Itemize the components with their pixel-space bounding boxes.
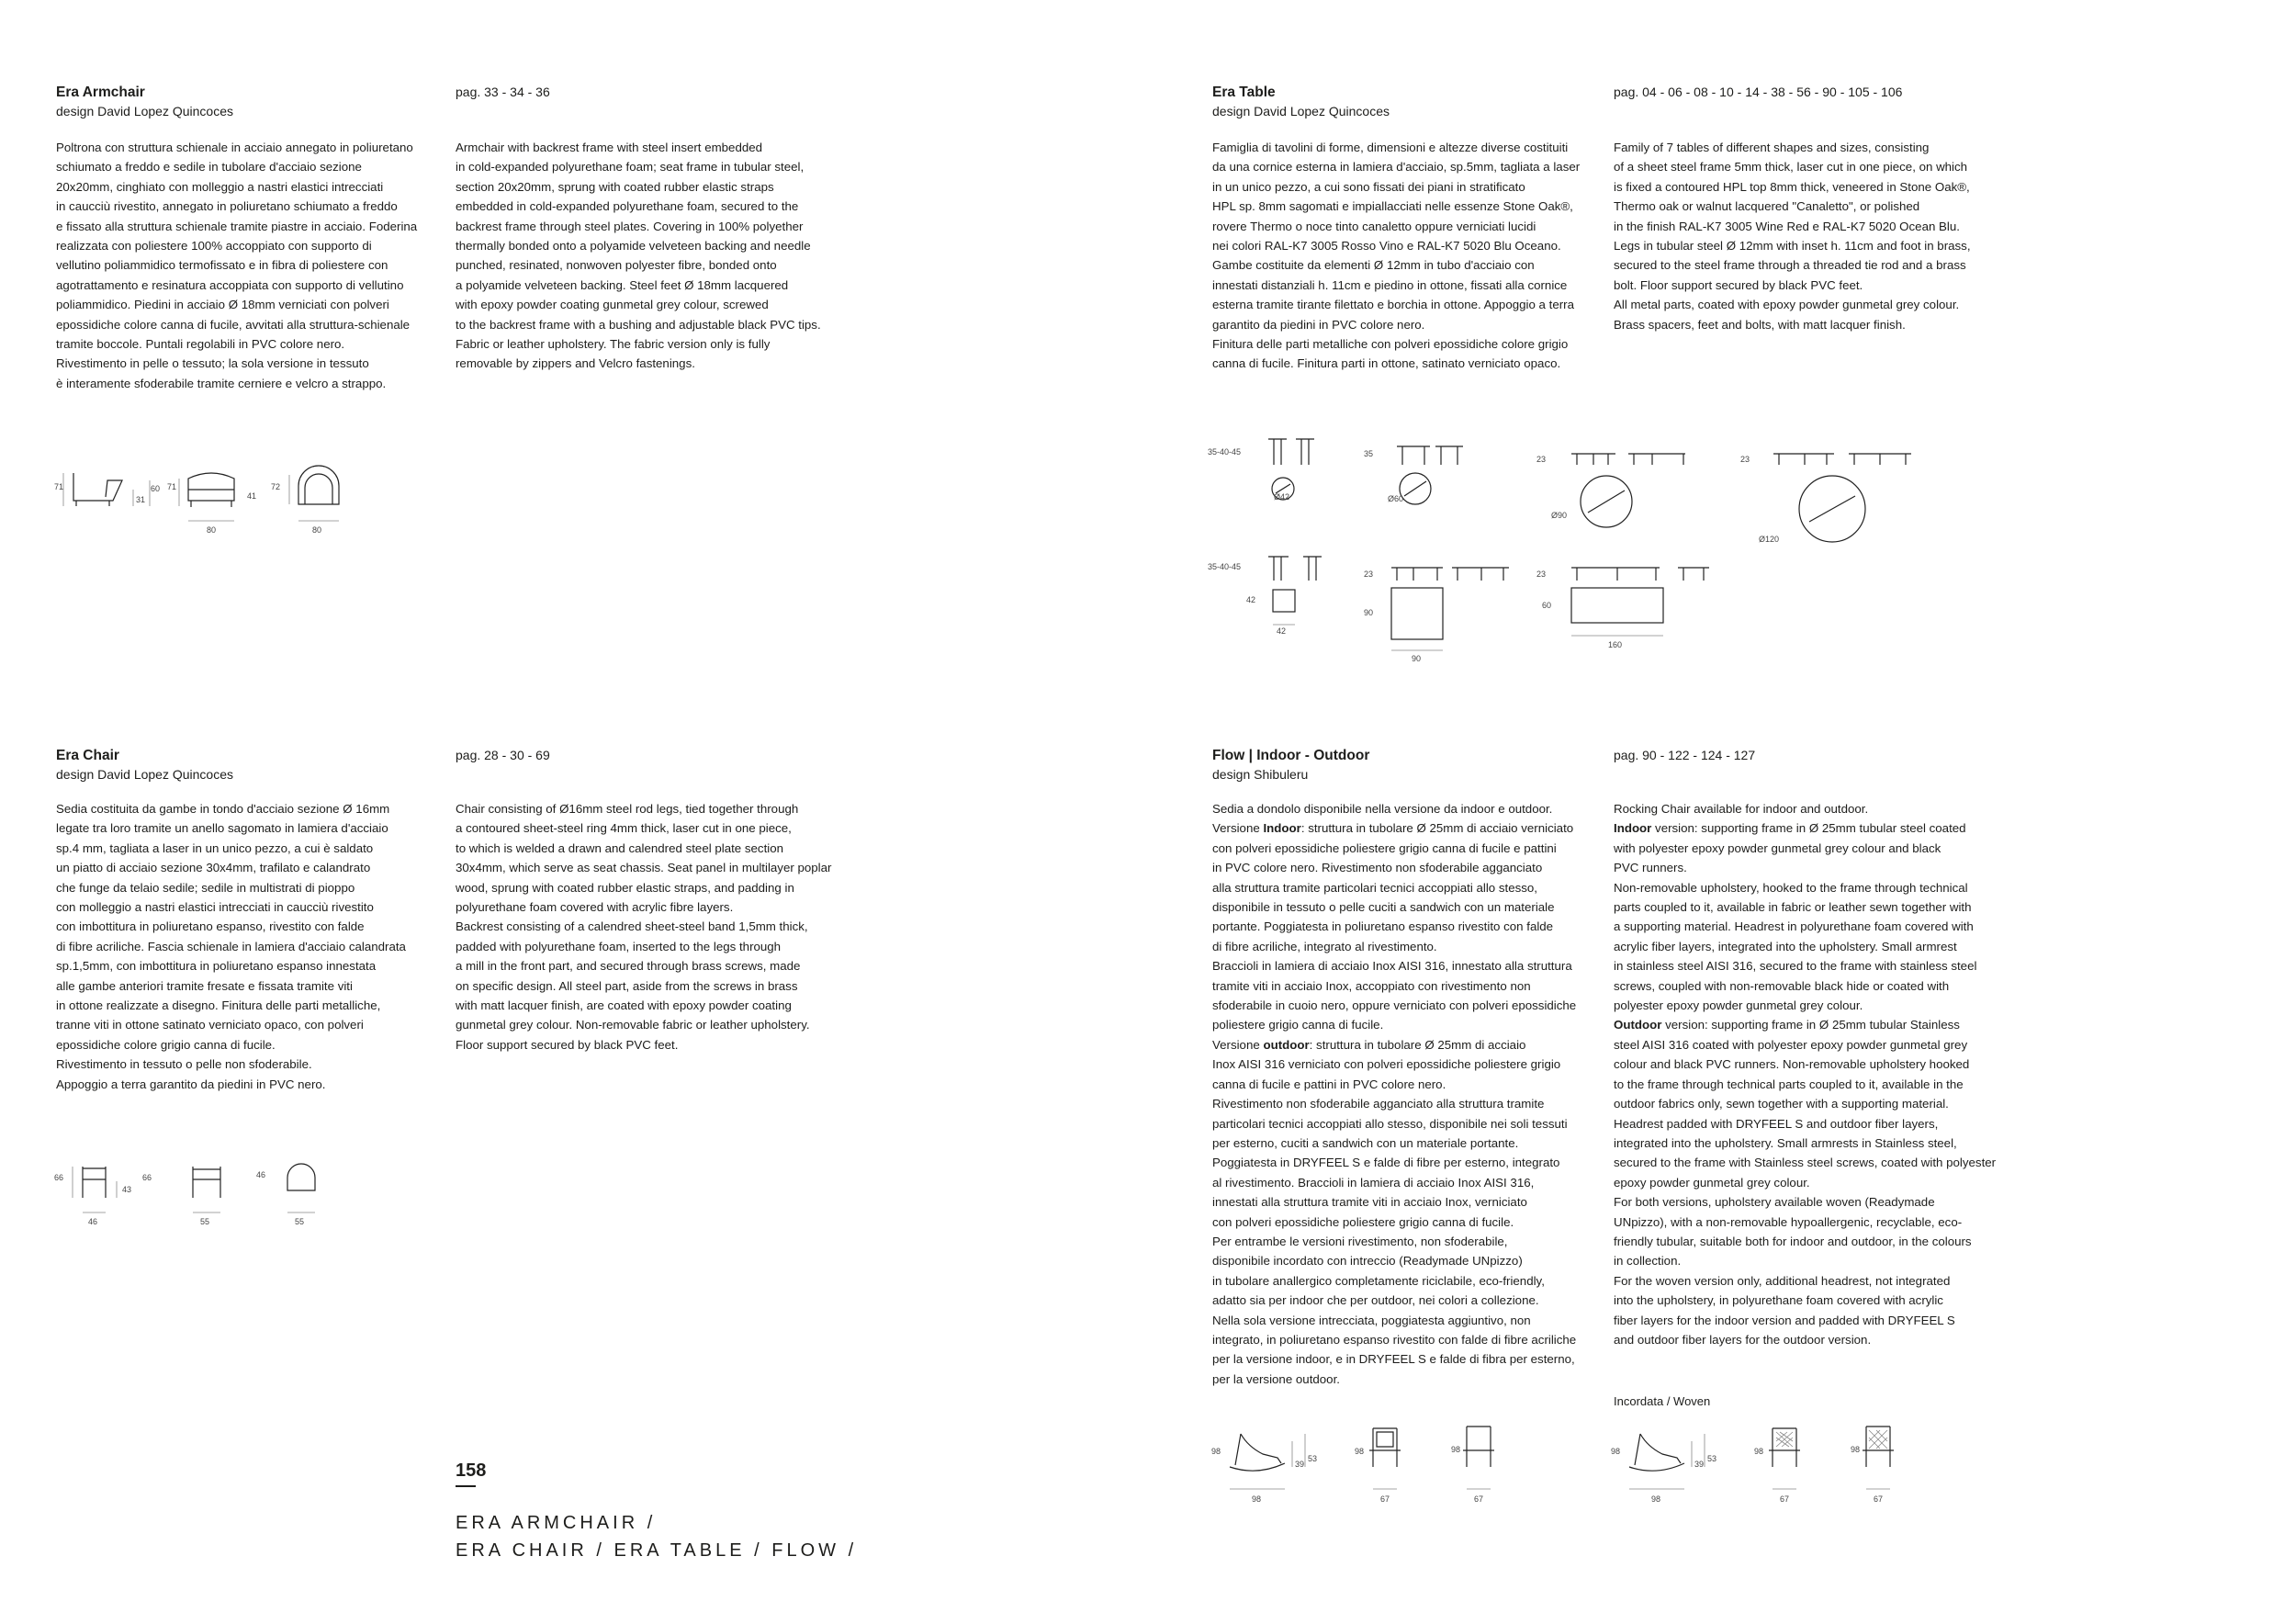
dim-label: 66 bbox=[142, 1173, 152, 1182]
woven-rocking-chair-back-view bbox=[1863, 1427, 1894, 1489]
table-rect-160 bbox=[1571, 568, 1709, 636]
footer-line-1: ERA ARMCHAIR / bbox=[456, 1513, 657, 1533]
woven-rocking-chair-side-view bbox=[1629, 1434, 1705, 1489]
dim-label: 43 bbox=[122, 1185, 132, 1194]
era-chair-section bbox=[56, 746, 233, 784]
dim-label: 67 bbox=[1874, 1494, 1884, 1504]
dim-label: 23 bbox=[1536, 455, 1547, 464]
dim-label: 98 bbox=[1611, 1447, 1621, 1456]
era-table-designer: design David Lopez Quincoces bbox=[1212, 104, 1390, 118]
era-armchair-section bbox=[56, 83, 233, 121]
dim-label: 39 bbox=[1694, 1460, 1705, 1469]
dim-label: 98 bbox=[1851, 1445, 1861, 1454]
flow-text-en: Rocking Chair available for indoor and outdoor. Indoor version: supporting frame in Ø 25mm tubular steel coated with polyester epoxy powder gunmetal grey colour and black PVC runners. Non-removable upholstery, hooked to the frame through technical parts coupled to it, available in fabric or leather sewn together with a supporting material. Headrest in polyurethane foam covered with acrylic fiber layers, integrated into the upholstery. Small armrest in stainless steel AISI 316, secured to the frame with stainless steel screws, coupled with non-removable black hide or coated with polyester epoxy powder gunmetal grey colour. Outdoor version: supporting frame in Ø 25mm tubular Stainless steel AISI 316 coated with polyester epoxy powder gunmetal grey colour and black PVC runners. Non-removable upholstery hooked to the frame through technical parts coupled to it, available in the outdoor fabrics only, sewn together with a supporting material. Headrest padded with DRYFEEL S and outdoor fiber layers, integrated into the upholstery. Small armrests in Stainless steel, secured to the frame with Stainless steel screws, coated with polyester epoxy powder gunmetal grey colour. For both versions, upholstery available woven (Readymade UNpizzo), with a non-removable hypoallergenic, recyclable, eco- friendly tubular, suitable both for indoor and outdoor, in the colours in collection. For the woven version only, additional headrest, not integrated into the upholstery, in polyurethane foam covered with acrylic fiber layers for the indoor version and padded with DRYFEEL S and outdoor fiber layers for the outdoor version. bbox=[1614, 802, 1997, 1347]
era-table-section bbox=[1212, 83, 1390, 121]
dim-label: 31 bbox=[136, 495, 146, 504]
dim-label: 46 bbox=[256, 1170, 266, 1179]
dim-label: 53 bbox=[1707, 1454, 1717, 1463]
era-chair-designer: design David Lopez Quincoces bbox=[56, 767, 234, 782]
dim-label: 35 bbox=[1364, 449, 1374, 458]
flow-designer: design Shibuleru bbox=[1212, 767, 1309, 782]
chair-front-view bbox=[193, 1167, 220, 1212]
dim-label: 39 bbox=[1295, 1460, 1305, 1469]
dim-label: 98 bbox=[1355, 1447, 1365, 1456]
era-table-drawings bbox=[1208, 432, 1942, 671]
dim-label: 90 bbox=[1364, 608, 1374, 617]
dim-label: 80 bbox=[207, 525, 217, 535]
flow-caption-woven: Incordata / Woven bbox=[1614, 1394, 1711, 1408]
dim-label: 53 bbox=[1308, 1454, 1318, 1463]
rocking-chair-front-view bbox=[1369, 1428, 1401, 1489]
era-table-title: Era Table bbox=[1212, 85, 1276, 100]
dim-label: 23 bbox=[1740, 455, 1750, 464]
dim-label: 98 bbox=[1754, 1447, 1764, 1456]
table-round-90 bbox=[1571, 454, 1685, 527]
chair-top-view bbox=[287, 1164, 315, 1212]
dim-label: 71 bbox=[54, 482, 64, 491]
dim-label: 35-40-45 bbox=[1208, 562, 1242, 571]
era-chair-pages: pag. 28 - 30 - 69 bbox=[456, 748, 550, 762]
flow-title: Flow | Indoor - Outdoor bbox=[1212, 748, 1370, 763]
page-footer bbox=[456, 1460, 857, 1564]
dim-label: 46 bbox=[88, 1217, 98, 1226]
footer-line-2: ERA CHAIR / ERA TABLE / FLOW / bbox=[456, 1540, 858, 1561]
armchair-front-view bbox=[179, 473, 234, 521]
era-armchair-text-it: Poltrona con struttura schienale in acciaio annegato in poliuretano schiumato a freddo e sedile in tubolare d'acciaio sezione 20x20mm, cinghiato con molleggio a nastri elastici intrecciati in caucciù rivestito, annegato in poliuretano schiumato a freddo e fissato alla struttura schienale tramite piastre in acciaio. Foderina realizzata con poliestere 100% accoppiato con supporto di vellutino poliammidico termofissato e in fibra di poliestere con agotrattamento e resinatura accoppiata con supporto di vellutino poliammidico. Piedini in acciaio Ø 18mm verniciati con polveri epossidiche colore canna di fucile, avvitati alla struttura-schienale tramite boccole. Puntali regolabili in PVC colore nero. Rivestimento in pelle o tessuto; la sola versione in tessuto è interamente sfoderabile tramite cerniere e velcro a strappo. bbox=[56, 141, 418, 390]
era-armchair-text-en: Armchair with backrest frame with steel insert embedded in cold-expanded polyurethane foam; seat frame in tubular steel, section 20x20mm, sprung with coated rubber elastic straps embedded in cold-expanded polyurethane foam, secured to the backrest frame through steel plates. Covering in 100% polyether thermally bonded onto a polyamide velveteen backing and needle punched, resinated, nonwoven polyester fibre, bonded onto a polyamide velveteen backing. Steel feet Ø 18mm lacquered with epoxy powder coating gunmetal grey colour, screwed to the backrest frame with a bushing and adjustable black PVC tips. Fabric or leather upholstery. The fabric version only is fully removable by zippers and Velcro fastenings. bbox=[456, 141, 821, 371]
era-chair-drawings bbox=[51, 1157, 344, 1231]
table-round-120 bbox=[1773, 454, 1911, 542]
dim-label: 66 bbox=[54, 1173, 64, 1182]
rocking-chair-side-view bbox=[1230, 1434, 1305, 1489]
era-table-text-en: Family of 7 tables of different shapes and sizes, consisting of a sheet steel frame 5mm thick, laser cut in one piece, on which is fixed a contoured HPL top 8mm thick, veneered in Stone Oak®, Thermo oak or walnut lacquered "Canaletto", or polished in the finish RAL-K7 3005 Wine Red e RAL-K7 5020 Ocean Blu. Legs in tubular steel Ø 12mm with inset h. 11cm and foot in brass, secured to the steel frame through a threaded tie rod and a brass bolt. Floor support secured by black PVC feet. All metal parts, coated with epoxy powder gunmetal grey colour. Brass spacers, feet and bolts, with matt lacquer finish. bbox=[1614, 141, 1971, 332]
dim-label: 60 bbox=[151, 484, 161, 493]
table-square-90 bbox=[1391, 568, 1509, 650]
table-square-42 bbox=[1268, 557, 1322, 625]
dim-label: 160 bbox=[1608, 640, 1623, 649]
flow-drawings-upholstered bbox=[1208, 1419, 1520, 1504]
chair-side-view bbox=[73, 1167, 117, 1212]
woven-rocking-chair-front-view bbox=[1769, 1428, 1800, 1489]
flow-text-it: Sedia a dondolo disponibile nella versione da indoor e outdoor. Versione Indoor: struttura in tubolare Ø 25mm di acciaio verniciato con polveri epossidiche poliestere grigio canna di fucile e pattini in PVC colore nero. Rivestimento non sfoderabile agganciato alla struttura tramite particolari tecnici accoppiati allo stesso, disponibile in tessuto o pelle cuciti a sandwich con un materiale portante. Poggiatesta in poliuretano espanso rivestito con falde di fibre acriliche, integrato al rivestimento. Braccioli in lamiera di acciaio Inox AISI 316, innestato alla struttura tramite viti in acciaio Inox, accoppiato con rivestimento non sfoderabile in cuoio nero, oppure verniciato con polveri epossidiche poliestere grigio canna di fucile. Versione outdoor: struttura in tubolare Ø 25mm di acciaio Inox AISI 316 verniciato con polveri epossidiche poliestere grigio canna di fucile e pattini in PVC colore nero. Rivestimento non sfoderabile agganciato alla struttura tramite particolari tecnici accoppiati allo stesso, disponibile nei soli tessuti per esterno, cuciti a sandwich con un materiale portante. Poggiatesta in DRYFEEL S e falde di fibre per esterno, integrato al rivestimento. Braccioli in lamiera di acciaio Inox AISI 316, innestati alla struttura tramite viti in acciaio Inox, verniciato con polveri epossidiche poliestere grigio canna di fucile. Per entrambe le versioni rivestimento, non sfoderabile, disponibile incordato con intreccio (Readymade UNpizzo) in tubolare anallergico completamente riciclabile, eco-friendly, adatto sia per indoor che per outdoor, nei colori a collezione. Nella sola versione intrecciata, poggiatesta aggiuntivo, non integrato, in poliuretano espanso rivestito con falde di fibre acriliche per la versione indoor, e in DRYFEEL S e falde di fibra per esterno, per la versione outdoor. bbox=[1212, 802, 1577, 1386]
dim-label: 71 bbox=[167, 482, 177, 491]
era-table-text-it: Famiglia di tavolini di forme, dimensioni e altezze diverse costituiti da una cornice esterna in lamiera d'acciaio, sp.5mm, tagliata a laser in un unico pezzo, a cui sono fissati dei piani in stratificato HPL sp. 8mm sagomati e impiallacciati nelle essenze Stone Oak®, rovere Thermo o noce tinto canaletto oppure verniciati lucidi nei colori RAL-K7 3005 Rosso Vino e RAL-K7 5020 Blu Oceano. Gambe costituite da elementi Ø 12mm in tubo d'acciaio con innestati distanziali h. 11cm e piedino in ottone, fissati alla cornice esterna tramite tirante filettato e borchia in ottone. Appoggio a terra garantito da piedini in PVC colore nero. Finitura delle parti metalliche con polveri epossidiche colore grigio canna di fucile. Finitura parti in ottone, satinato verniciato opaco. bbox=[1212, 141, 1581, 371]
era-armchair-title: Era Armchair bbox=[56, 85, 145, 100]
dim-label: 98 bbox=[1451, 1445, 1461, 1454]
dim-label: 60 bbox=[1542, 601, 1552, 610]
dim-label: 80 bbox=[312, 525, 322, 535]
dim-label: 67 bbox=[1380, 1494, 1390, 1504]
dim-label: 41 bbox=[247, 491, 257, 501]
dim-label: 42 bbox=[1277, 626, 1287, 636]
dim-label: 55 bbox=[200, 1217, 210, 1226]
dim-label: 98 bbox=[1252, 1494, 1262, 1504]
flow-pages: pag. 90 - 122 - 124 - 127 bbox=[1614, 748, 1756, 762]
rocking-chair-back-view bbox=[1463, 1427, 1494, 1489]
dim-label: 98 bbox=[1211, 1447, 1221, 1456]
era-chair-text-it: Sedia costituita da gambe in tondo d'acciaio sezione Ø 16mm legate tra loro tramite un anello sagomato in lamiera d'acciaio sp.4 mm, tagliata a laser in un unico pezzo, a cui è saldato un piatto di acciaio sezione 30x4mm, trafilato e calandrato che funge da telaio sedile; sedile in multistrati di pioppo con molleggio a nastri elastici intrecciati in caucciù rivestito con imbottitura in poliuretano espanso, rivestito con falde di fibre acriliche. Fascia schienale in lamiera d'acciaio calandrata sp.1,5mm, con imbottitura in poliuretano espanso innestata alle gambe anteriori tramite fresate e fissata tramite viti in ottone realizzate a disegno. Finitura delle parti metalliche, tranne viti in ottone satinato verniciato opaco, con polveri epossidiche colore grigio canna di fucile. Rivestimento in tessuto o pelle non sfoderabile. Appoggio a terra garantito da piedini in PVC nero. bbox=[56, 802, 406, 1091]
era-armchair-drawings bbox=[51, 464, 363, 537]
table-round-42 bbox=[1268, 439, 1314, 500]
dim-label: 98 bbox=[1651, 1494, 1661, 1504]
dim-label: 35-40-45 bbox=[1208, 447, 1242, 457]
dim-label: 55 bbox=[295, 1217, 305, 1226]
era-armchair-pages: pag. 33 - 34 - 36 bbox=[456, 85, 550, 99]
dim-label: Ø90 bbox=[1551, 511, 1568, 520]
page-number-underline bbox=[456, 1485, 476, 1487]
dim-label: 23 bbox=[1536, 570, 1547, 579]
dim-label: Ø42 bbox=[1274, 492, 1290, 502]
era-chair-title: Era Chair bbox=[56, 748, 119, 763]
era-chair-text-en: Chair consisting of Ø16mm steel rod legs, tied together through a contoured sheet-steel ring 4mm thick, laser cut in one piece, to which is welded a drawn and calendred steel plate section 30x4mm, which serve as seat chassis. Seat panel in multilayer poplar wood, sprung with coated rubber elastic straps, and padding in polyurethane foam covered with acrylic fibre layers. Backrest consisting of a calendred sheet-steel band 1,5mm thick, padded with polyurethane foam, inserted to the legs through a mill in the front part, and secured through brass screws, made on specific design. All steel part, aside from the screws in brass with matt lacquer finish, are coated with epoxy powder coating gunmetal grey colour. Non-removable fabric or leather upholstery. Floor support secured by black PVC feet. bbox=[456, 802, 832, 1052]
era-armchair-designer: design David Lopez Quincoces bbox=[56, 104, 234, 118]
dim-label: 23 bbox=[1364, 570, 1374, 579]
era-table-pages: pag. 04 - 06 - 08 - 10 - 14 - 38 - 56 - 90 - 105 - 106 bbox=[1614, 85, 1903, 99]
dim-label: Ø120 bbox=[1759, 535, 1780, 544]
dim-label: 90 bbox=[1412, 654, 1422, 663]
page-number: 158 bbox=[456, 1460, 487, 1481]
table-round-60 bbox=[1397, 446, 1463, 504]
flow-drawings-woven bbox=[1607, 1419, 1919, 1504]
dim-label: Ø60 bbox=[1388, 494, 1404, 503]
dim-label: 67 bbox=[1780, 1494, 1790, 1504]
flow-section bbox=[1212, 746, 1369, 784]
armchair-top-view bbox=[289, 466, 339, 521]
dim-label: 42 bbox=[1246, 595, 1256, 604]
dim-label: 67 bbox=[1474, 1494, 1484, 1504]
dim-label: 72 bbox=[271, 482, 281, 491]
